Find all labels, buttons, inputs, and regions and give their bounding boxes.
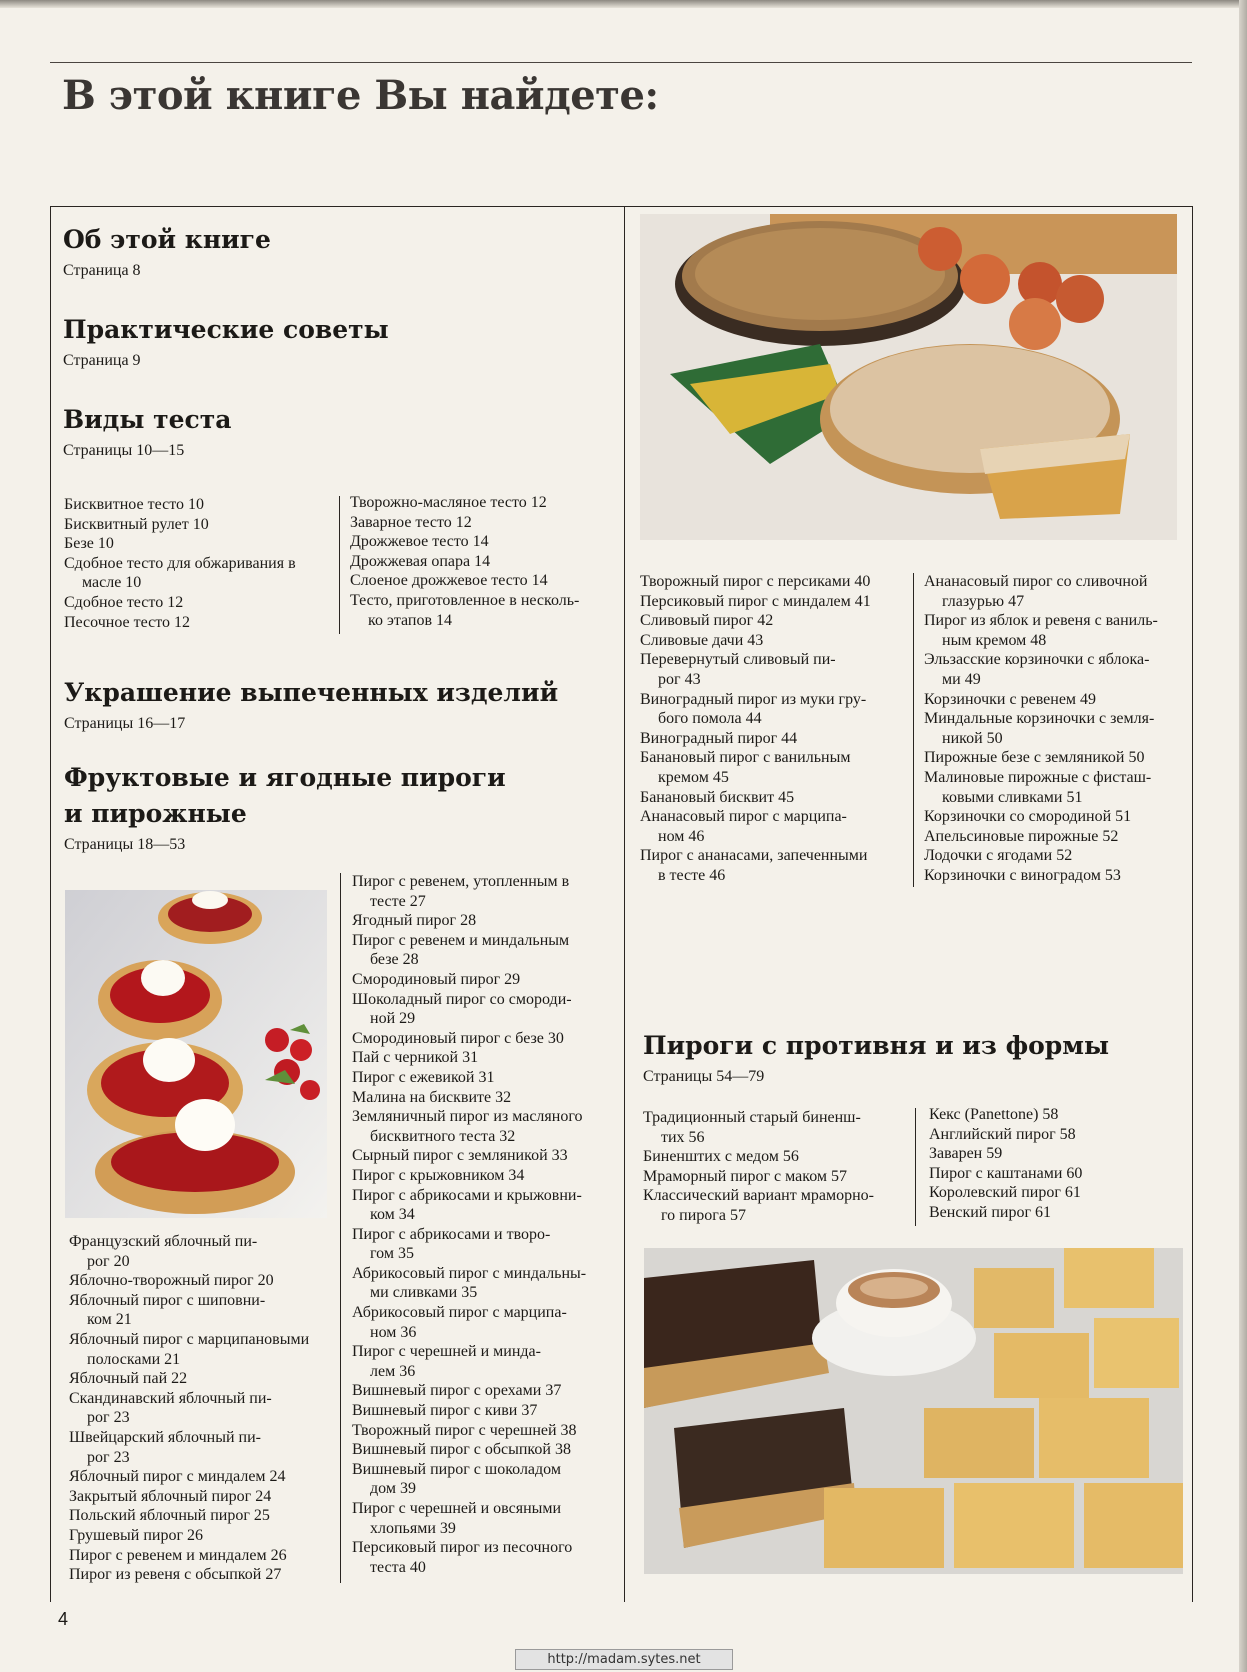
list-item: Ананасовый пирог со сливочной xyxy=(924,573,1148,590)
fruit-list-b xyxy=(352,872,622,1577)
list-item: Банановый бисквит 45 xyxy=(640,788,795,806)
list-item: ной 29 xyxy=(370,1010,416,1028)
list-item: теста 40 xyxy=(370,1558,426,1576)
section-title: Практические советы xyxy=(63,315,389,344)
list-item: Пирог с ежевикой 31 xyxy=(352,1068,495,1086)
list-item: Скандинавский яблочный пи- xyxy=(69,1389,272,1407)
watermark-url[interactable]: http://madam.sytes.net xyxy=(515,1649,733,1670)
list-item: Пирог с абрикосами и крыжовни- xyxy=(352,1186,582,1204)
list-item: Швейцарский яблочный пи- xyxy=(69,1428,261,1446)
list-item: Яблочный пай 22 xyxy=(69,1370,188,1388)
list-item: Пирог с ревенем, утопленным в xyxy=(352,873,570,890)
column-divider xyxy=(913,573,914,887)
list-item: Сдобное тесто 12 xyxy=(64,593,184,611)
fruit-list-c xyxy=(640,572,910,886)
list-item: Дрожжевая опара 14 xyxy=(350,552,491,570)
column-divider xyxy=(339,496,340,634)
list-item: Мраморный пирог с маком 57 xyxy=(643,1167,848,1185)
list-item: Традиционный старый биненш- xyxy=(643,1109,861,1126)
list-item: Перевернутый сливовый пи- xyxy=(640,651,836,669)
list-item: кремом 45 xyxy=(658,768,729,786)
list-item: Песочное тесто 12 xyxy=(64,613,191,631)
list-item: ном 46 xyxy=(658,827,705,845)
list-item: Безе 10 xyxy=(64,535,114,553)
dough-list-right xyxy=(350,493,615,630)
page-number: 4 xyxy=(58,1609,69,1629)
list-item: Пирог с каштанами 60 xyxy=(929,1164,1083,1182)
frame-right-rule xyxy=(1192,206,1193,1602)
list-item: Пирог с черешней и минда- xyxy=(352,1343,541,1361)
list-item: Бисквитный рулет 10 xyxy=(64,515,209,533)
column-divider xyxy=(340,873,341,1583)
list-item: Банановый пирог с ванильным xyxy=(640,749,851,767)
section-title: Фруктовые и ягодные пироги xyxy=(64,763,506,792)
list-item: бисквитного теста 32 xyxy=(370,1127,516,1145)
list-item: масле 10 xyxy=(82,574,142,592)
list-item: Пай с черникой 31 xyxy=(352,1049,479,1067)
list-item: хлопьями 39 xyxy=(370,1519,456,1537)
list-item: безе 28 xyxy=(370,951,419,969)
section-pages: Страницы 54—79 xyxy=(643,1068,765,1085)
list-item: Классический вариант мраморно- xyxy=(643,1187,874,1205)
section-pages: Страницы 10—15 xyxy=(63,442,185,459)
list-item: Творожно-масляное тесто 12 xyxy=(350,494,547,511)
list-item: лем 36 xyxy=(370,1362,416,1380)
tray-list-left xyxy=(643,1108,913,1226)
list-item: ным кремом 48 xyxy=(942,631,1047,649)
list-item: Творожный пирог с персиками 40 xyxy=(640,573,871,590)
list-item: Смородиновый пирог с безе 30 xyxy=(352,1029,564,1047)
list-item: Биненштих с медом 56 xyxy=(643,1148,799,1166)
list-item: ми 49 xyxy=(942,670,981,688)
list-item: рог 20 xyxy=(87,1252,130,1270)
list-item: глазурью 47 xyxy=(942,592,1025,610)
list-item: Земляничный пирог из масляного xyxy=(352,1108,583,1126)
list-item: Абрикосовый пирог с миндальны- xyxy=(352,1264,587,1282)
list-item: Лодочки с ягодами 52 xyxy=(924,847,1073,865)
list-item: Грушевый пирог 26 xyxy=(69,1526,204,1544)
list-item: Английский пирог 58 xyxy=(929,1125,1076,1143)
list-item: Пирог с ревенем и миндальным xyxy=(352,931,570,949)
section-title: Украшение выпеченных изделий xyxy=(64,678,559,707)
list-item: Ананасовый пирог с марципа- xyxy=(640,808,847,826)
crumb-cakes-photo xyxy=(644,1248,1183,1574)
list-item: Смородиновый пирог 29 xyxy=(352,970,521,988)
section-tray xyxy=(643,1028,1109,1088)
list-item: Пирог с абрикосами и творо- xyxy=(352,1225,551,1243)
section-about xyxy=(63,222,271,282)
list-item: Вишневый пирог с обсыпкой 38 xyxy=(352,1441,571,1459)
list-item: Пирог с ревенем и миндалем 26 xyxy=(69,1546,287,1564)
list-item: рог 23 xyxy=(87,1448,130,1466)
list-item: Корзиночки с ревенем 49 xyxy=(924,690,1097,708)
section-pages: Страницы 16—17 xyxy=(64,715,186,732)
list-item: Пирог с ананасами, запеченными xyxy=(640,847,868,865)
list-item: Королевский пирог 61 xyxy=(929,1184,1081,1202)
list-item: Пирожные безе с земляникой 50 xyxy=(924,749,1145,767)
list-item: Французский яблочный пи- xyxy=(69,1233,258,1250)
title-rule xyxy=(50,62,1192,63)
list-item: Миндальные корзиночки с земля- xyxy=(924,710,1155,728)
list-item: Апельсиновые пирожные 52 xyxy=(924,827,1119,845)
list-item: Заварен 59 xyxy=(929,1145,1003,1163)
list-item: Яблочный пирог с марципановыми xyxy=(69,1330,310,1348)
list-item: Яблочный пирог с шиповни- xyxy=(69,1291,266,1309)
list-item: Вишневый пирог с орехами 37 xyxy=(352,1382,562,1400)
list-item: ком 21 xyxy=(87,1311,132,1329)
section-title: Пироги с противня и из формы xyxy=(643,1031,1110,1060)
section-tips xyxy=(63,312,389,372)
list-item: Тесто, приготовленное в несколь- xyxy=(350,591,580,609)
list-item: рог 23 xyxy=(87,1409,130,1427)
list-item: Шоколадный пирог со смороди- xyxy=(352,990,572,1008)
list-item: ковыми сливками 51 xyxy=(942,788,1083,806)
list-item: Пирог из ревеня с обсыпкой 27 xyxy=(69,1566,282,1584)
tray-list-right xyxy=(929,1105,1179,1223)
list-item: Вишневый пирог с киви 37 xyxy=(352,1402,538,1420)
strawberry-tartlets-photo xyxy=(65,890,327,1218)
list-item: Абрикосовый пирог с марципа- xyxy=(352,1304,567,1322)
list-item: Сливовый пирог 42 xyxy=(640,612,774,630)
list-item: Слоеное дрожжевое тесто 14 xyxy=(350,572,548,590)
list-item: тесте 27 xyxy=(370,892,426,910)
fruit-list-a xyxy=(69,1232,344,1585)
list-item: Пирог с черешней и овсяными xyxy=(352,1500,562,1517)
list-item: гом 35 xyxy=(370,1245,414,1263)
list-item: Малиновые пирожные с фисташ- xyxy=(924,768,1152,786)
list-item: Пирог с крыжовником 34 xyxy=(352,1166,525,1184)
list-item: Виноградный пирог 44 xyxy=(640,729,798,747)
frame-left-rule xyxy=(50,206,51,1602)
list-item: Корзиночки с виноградом 53 xyxy=(924,866,1121,884)
list-item: полосками 21 xyxy=(87,1350,181,1368)
list-item: Виноградный пирог из муки гру- xyxy=(640,690,867,708)
section-dough xyxy=(63,402,231,462)
list-item: Творожный пирог с черешней 38 xyxy=(352,1421,577,1439)
list-item: Эльзасские корзиночки с яблока- xyxy=(924,651,1150,669)
list-item: Пирог из яблок и ревеня с ваниль- xyxy=(924,612,1158,630)
list-item: Сдобное тесто для обжаривания в xyxy=(64,554,296,572)
list-item: тих 56 xyxy=(661,1128,705,1146)
list-item: Яблочно-творожный пирог 20 xyxy=(69,1272,274,1290)
page-right-edge xyxy=(1239,0,1247,1672)
list-item: го пирога 57 xyxy=(661,1206,746,1224)
list-item: Заварное тесто 12 xyxy=(350,513,472,531)
dough-list-left xyxy=(64,495,334,632)
section-title: Об этой книге xyxy=(63,225,271,254)
list-item: Кекс (Panettone) 58 xyxy=(929,1106,1059,1123)
list-item: ном 36 xyxy=(370,1323,417,1341)
frame-top-rule xyxy=(50,206,1192,207)
list-item: Венский пирог 61 xyxy=(929,1203,1052,1221)
section-title: Виды теста xyxy=(63,405,232,434)
list-item: Корзиночки со смородиной 51 xyxy=(924,808,1132,826)
section-fruit xyxy=(64,760,506,856)
page-title: В этой книге Вы найдете: xyxy=(62,72,659,119)
list-item: Персиковый пирог из песочного xyxy=(352,1539,573,1557)
list-item: Яблочный пирог с миндалем 24 xyxy=(69,1468,286,1486)
section-title-continued: и пирожные xyxy=(64,799,247,828)
list-item: Дрожжевое тесто 14 xyxy=(350,533,489,551)
section-decor xyxy=(64,675,558,735)
peach-pies-photo xyxy=(640,214,1177,540)
section-pages: Страница 8 xyxy=(63,262,141,279)
list-item: дом 39 xyxy=(370,1480,416,1498)
list-item: Польский яблочный пирог 25 xyxy=(69,1507,270,1525)
list-item: Ягодный пирог 28 xyxy=(352,912,477,930)
section-pages: Страница 9 xyxy=(63,352,141,369)
list-item: Персиковый пирог с миндалем 41 xyxy=(640,592,871,610)
list-item: ком 34 xyxy=(370,1206,415,1224)
frame-middle-rule xyxy=(624,206,625,1602)
list-item: рог 43 xyxy=(658,670,701,688)
list-item: Закрытый яблочный пирог 24 xyxy=(69,1487,272,1505)
list-item: Вишневый пирог с шоколадом xyxy=(352,1460,561,1478)
section-pages: Страницы 18—53 xyxy=(64,836,186,853)
fruit-list-d xyxy=(924,572,1190,886)
column-divider xyxy=(915,1108,916,1226)
list-item: Бисквитное тесто 10 xyxy=(64,496,204,513)
list-item: никой 50 xyxy=(942,729,1003,747)
list-item: в тесте 46 xyxy=(658,866,726,884)
list-item: Малина на бисквите 32 xyxy=(352,1088,512,1106)
list-item: ко этапов 14 xyxy=(368,611,453,629)
list-item: бого помола 44 xyxy=(658,710,762,728)
list-item: Сырный пирог с земляникой 33 xyxy=(352,1147,568,1165)
page-top-edge xyxy=(0,0,1247,8)
list-item: ми сливками 35 xyxy=(370,1284,478,1302)
list-item: Сливовые дачи 43 xyxy=(640,631,764,649)
